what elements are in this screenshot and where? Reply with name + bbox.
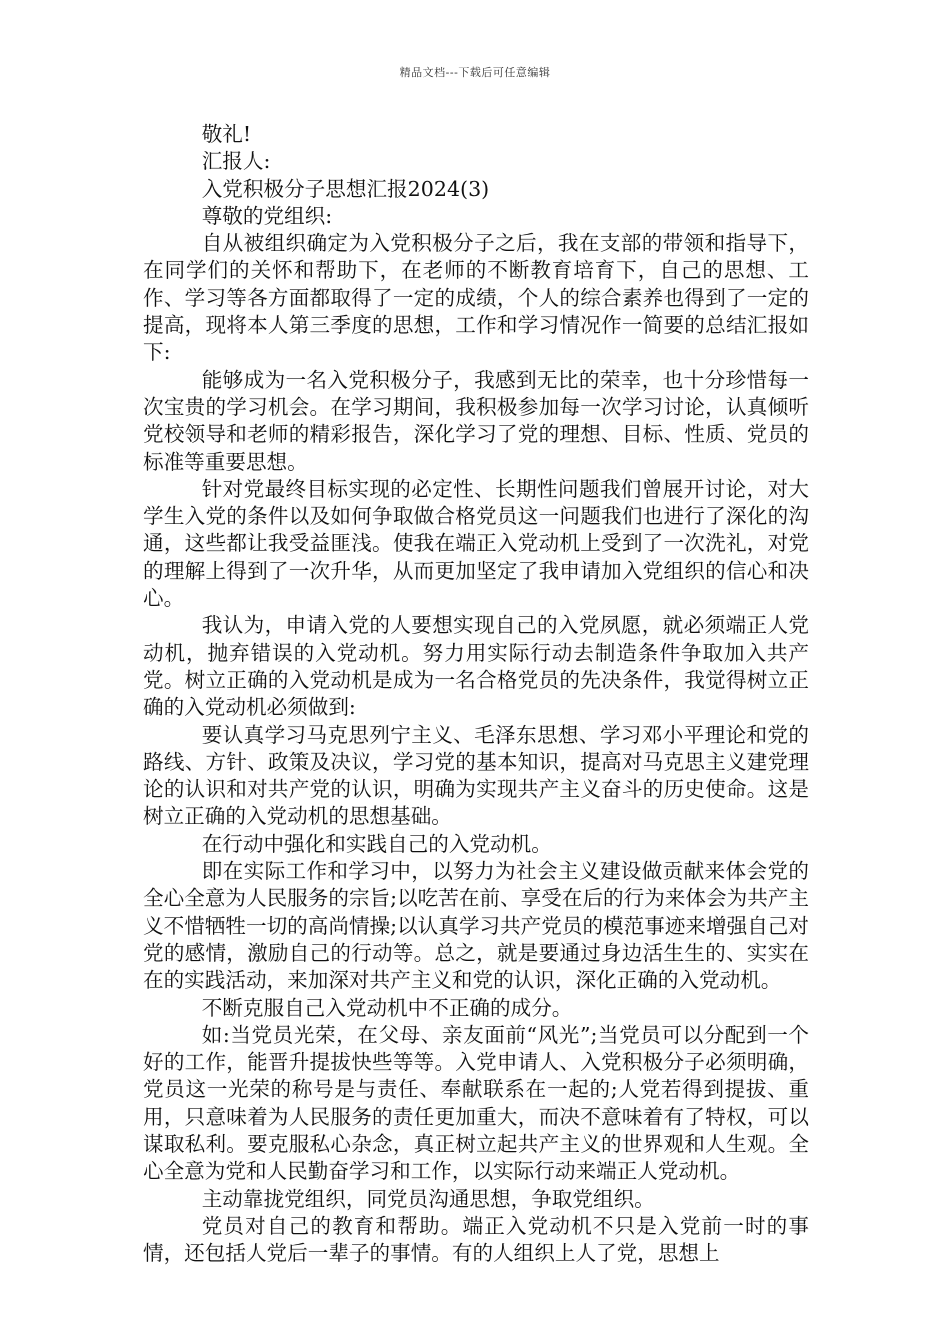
page-header-note: 精品文档---下载后可任意编辑 xyxy=(399,66,551,79)
paragraph-action-heading: 在行动中强化和实践自己的入党动机。 xyxy=(201,831,552,856)
paragraph-study: 要认真学习马克思列宁主义、毛泽东思想、学习邓小平理论和党的路线、方针、政策及决议，学习党的基本知识，提高对马克思主义建党理论的认识和对共产党的认识，明确为实现共产主义奋斗的历史使命。这是树立正确的入党动机的思想基础。 xyxy=(143,722,809,829)
paragraph-action: 即在实际工作和学习中，以努力为社会主义建设做贡献来体会党的全心全意为人民服务的宗旨;以吃苦在前、享受在后的行为来体会为共产主义不惜牺牲一切的高尚情操;以认真学习共产党员的模范事迹来增强自己对党的感情，激励自己的行动等。总之，就是要通过身边活生生的、实实在在的实践活动，来加深对共产主义和党的认识，深化正确的入党动机。 xyxy=(143,859,809,993)
paragraph-intro: 自从被组织确定为入党积极分子之后，我在支部的带领和指导下，在同学们的关怀和帮助下，在老师的不断教育培育下，自己的思想、工作、学习等各方面都取得了一定的成绩，个人的综合素养也得到了一定的提高，现将本人第三季度的思想，工作和学习情况作一简要的总结汇报如下: xyxy=(143,231,809,365)
closing-salutation: 敬礼! xyxy=(201,122,252,146)
reporter-line: 汇报人: xyxy=(201,149,271,174)
document-title: 入党积极分子思想汇报2024(3) xyxy=(201,176,490,201)
paragraph-discussion: 针对党最终目标实现的必定性、长期性问题我们曾展开讨论，对大学生入党的条件以及如何争取做合格党员这一问题我们也进行了深化的沟通，这些都让我受益匪浅。使我在端正入党动机上受到了一次洗礼，对党的理解上得到了一次升华，从而更加坚定了我申请加入党组织的信心和决心。 xyxy=(143,476,809,611)
document-body xyxy=(143,121,809,1267)
paragraph-approach: 党员对自己的教育和帮助。端正入党动机不只是入党前一时的事情，还包括人党后一辈子的事情。有的人组织上人了党，思想上 xyxy=(143,1213,809,1266)
paragraph-overcome: 如:当党员光荣，在父母、亲友面前“风光”;当党员可以分配到一个好的工作，能晋升提拔快些等等。入党申请人、入党积极分子必须明确，党员这一光荣的称号是与责任、奉献联系在一起的;人党若得到提拔、重用，只意味着为人民服务的责任更加重大，而决不意味着有了特权，可以谋取私利。要克服私心杂念，真正树立起共产主义的世界观和人生观。全心全意为党和人民勤奋学习和工作，以实际行动来端正人党动机。 xyxy=(143,1022,809,1184)
salutation: 尊敬的党组织: xyxy=(201,203,333,228)
paragraph-honor: 能够成为一名入党积极分子，我感到无比的荣幸，也十分珍惜每一次宝贵的学习机会。在学习期间，我积极参加每一次学习讨论，认真倾听党校领导和老师的精彩报告，深化学习了党的理想、目标、性质、党员的标准等重要思想。 xyxy=(143,367,809,474)
paragraph-overcome-heading: 不断克服自己入党动机中不正确的成分。 xyxy=(201,995,573,1020)
paragraph-motivation: 我认为，申请入党的人要想实现自己的入党夙愿，就必须端正人党动机，抛弃错误的入党动机。努力用实际行动去制造条件争取加入共产党。树立正确的入党动机是成为一名合格党员的先决条件，我觉得树立正确的入党动机必须做到: xyxy=(143,613,809,720)
paragraph-approach-heading: 主动靠拢党组织，同党员沟通思想，争取党组织。 xyxy=(201,1186,655,1211)
